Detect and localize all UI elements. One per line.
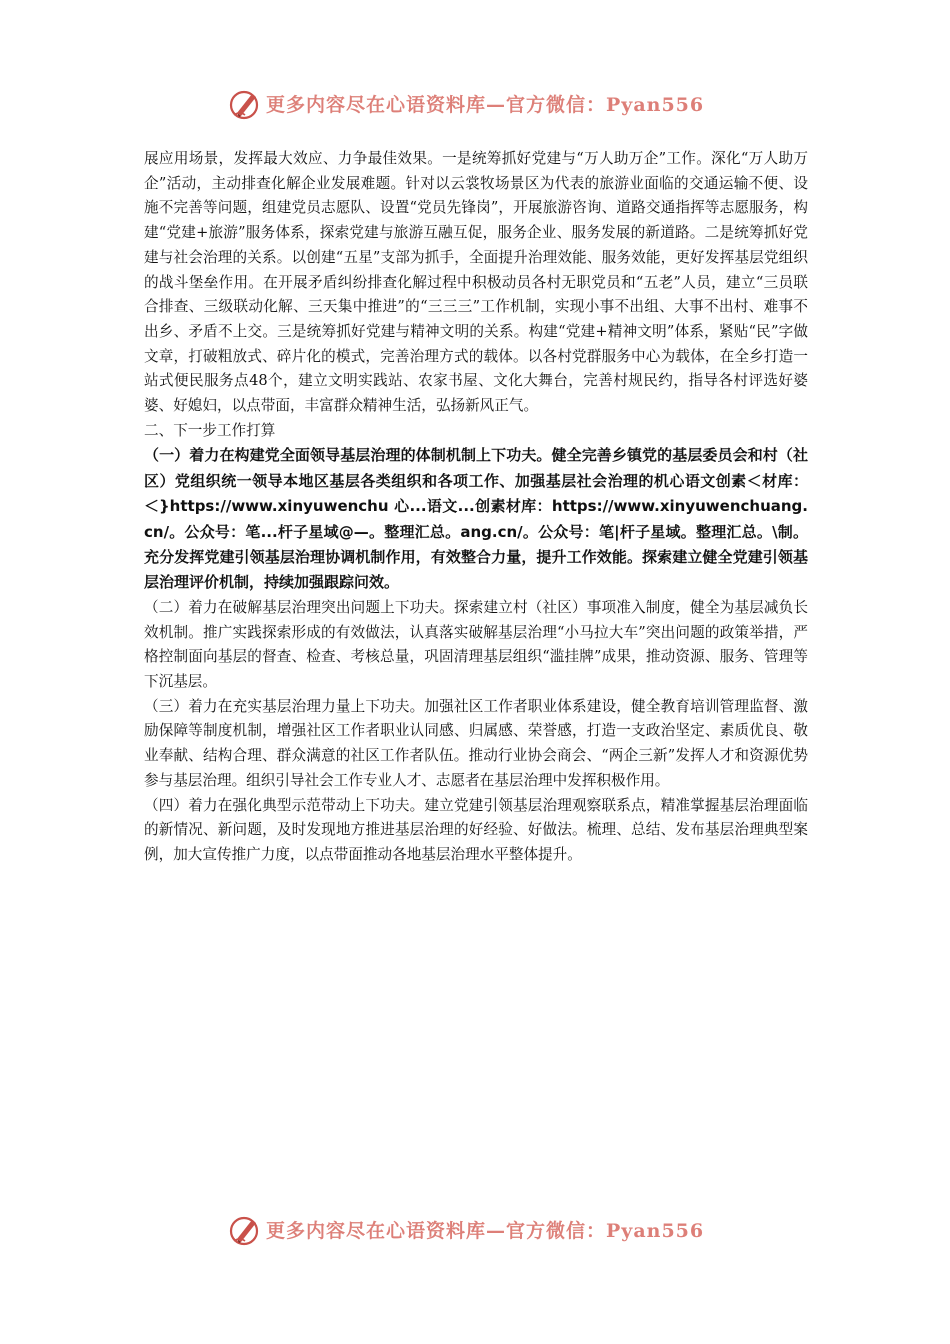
section-heading: 二、下一步工作打算: [144, 421, 276, 439]
paragraph-two: （二）着力在破解基层治理突出问题上下功夫。探索建立村（社区）事项准入制度，健全为基层减负长效机制。推广实践探索形成的有效做法，认真落实破解基层治理“小马拉大车”突出问题的政策举措，严格控制面向基层的督查、检查、考核总量，巩固清理基层组织“滥挂牌”成果，推动资源、服务、管理等下沉基层。: [144, 598, 808, 690]
pen-in-circle-icon: [228, 86, 264, 122]
header-watermark: [0, 84, 950, 124]
paragraph-four: （四）着力在强化典型示范带动上下功夫。建立党建引领基层治理观察联系点，精准掌握基层治理面临的新情况、新问题，及时发现地方推进基层治理的好经验、好做法。梳理、总结、发布基层治理典型案例，加大宣传推广力度，以点带面推动各地基层治理水平整体提升。: [144, 796, 808, 863]
watermark-text: 更多内容尽在心语资料库—官方微信：Pyan556: [266, 1220, 705, 1242]
pen-in-circle-icon: [228, 1212, 264, 1248]
document-body: [144, 147, 808, 868]
paragraph-intro: 展应用场景，发挥最大效应、力争最佳效果。一是统筹抓好党建与“万人助万企”工作。深化“万人助万企”活动，主动排查化解企业发展难题。针对以云裳牧场景区为代表的旅游业面临的交通运输不便、设施不完善等问题，组建党员志愿队、设置“党员先锋岗”，开展旅游咨询、道路交通指挥等志愿服务，构建“党建+旅游”服务体系，探索党建与旅游互融互促，服务企业、服务发展的新道路。二是统筹抓好党建与社会治理的关系。以创建“五星”支部为抓手，全面提升治理效能、服务效能，更好发挥基层党组织的战斗堡垒作用。在开展矛盾纠纷排查化解过程中积极动员各村无职党员和“五老”人员，建立“三员联合排查、三级联动化解、三天集中推进”的“三三三”工作机制，实现小事不出组、大事不出村、难事不出乡、矛盾不上交。三是统筹抓好党建与精神文明的关系。构建“党建+精神文明”体系，紧贴“民”字做文章，打破粗放式、碎片化的模式，完善治理方式的载体。以各村党群服务中心为载体，在全乡打造一站式便民服务点48个，建立文明实践站、农家书屋、文化大舞台，完善村规民约，指导各村评选好婆婆、好媳妇，以点带面，丰富群众精神生活，弘扬新风正气。: [144, 150, 808, 415]
paragraph-one-text: （一）着力在构建党全面领导基层治理的体制机制上下功夫。健全完善乡镇党的基层委员会和村（社区）党组织统一领导本地区基层各类组织和各项工作、加强基层社会治理的机心语文创素＜材库：＜}https://www.xinyuwenchu 心...语文...创素材库：https://www.xinyuwenchuang.cn/。公众号：笔...杆子星域@—。整理汇总。ang.cn/。公众号：笔|杆子星域。整理汇总。\制。充分发挥党建引领基层治理协调机制作用，有效整合力量，提升工作效能。探索建立健全党建引领基层治理评价机制，持续加强跟踪问效。: [144, 446, 808, 592]
watermark-text: 更多内容尽在心语资料库—官方微信：Pyan556: [266, 94, 705, 116]
paragraph-three: （三）着力在充实基层治理力量上下功夫。加强社区工作者职业体系建设，健全教育培训管理监督、激励保障等制度机制，增强社区工作者职业认同感、归属感、荣誉感，打造一支政治坚定、素质优良、敬业奉献、结构合理、群众满意的社区工作者队伍。推动行业协会商会、“两企三新”发挥人才和资源优势参与基层治理。组织引导社会工作专业人才、志愿者在基层治理中发挥积极作用。: [144, 697, 808, 789]
paragraph-one: [144, 443, 808, 595]
footer-watermark: [0, 1210, 950, 1250]
